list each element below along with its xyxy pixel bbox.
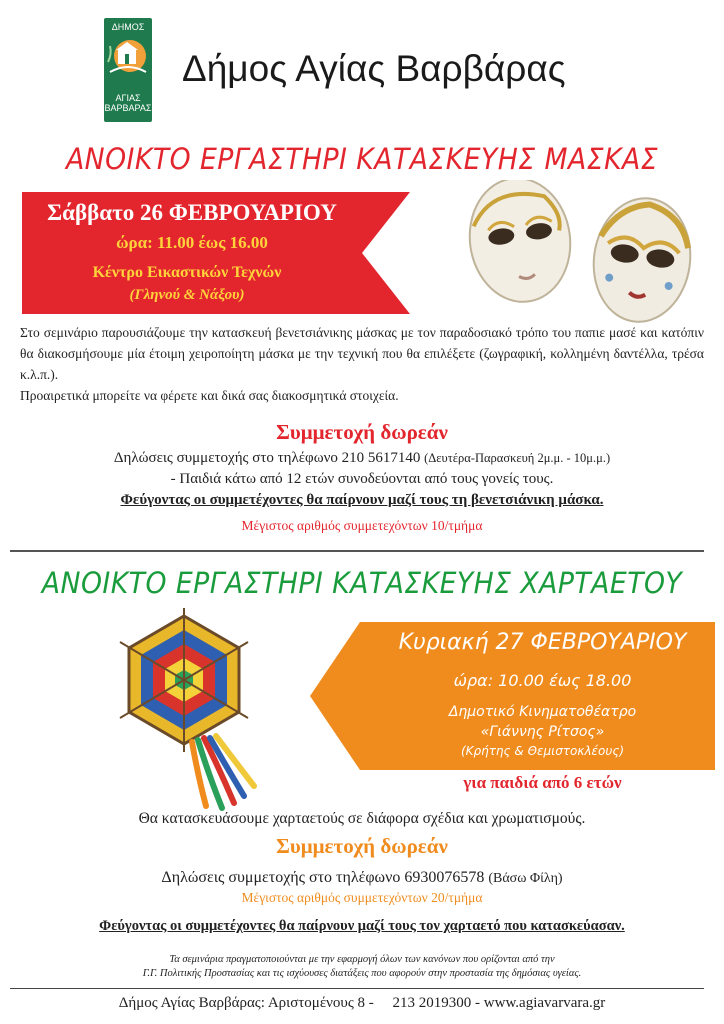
mask-free-participation: Συμμετοχή δωρεάν: [276, 420, 448, 444]
mask-children-note: - Παιδιά κάτω από 12 ετών συνοδεύονται από τους γονείς τους.: [170, 471, 554, 487]
kite-ages: για παιδιά από 6 ετών: [463, 773, 622, 792]
mask-take-home: Φεύγοντας οι συμμετέχοντες θα παίρνουν μαζί τους τη βενετσιάνικη μάσκα.: [120, 492, 604, 508]
mask-registration-phone: Δηλώσεις συμμετοχής στο τηλέφωνο 210 5617140: [113, 450, 421, 466]
kite-date: Κυριακή 27 ΦΕΒΡΟΥΑΡΙΟΥ: [398, 630, 687, 655]
municipality-logo: [104, 18, 152, 122]
kite-venue-address: (Κρήτης & Θεμιστοκλέους): [460, 744, 625, 758]
kite-free-participation: Συμμετοχή δωρεάν: [276, 834, 448, 858]
logo-text-top: ΔΗΜΟΣ: [111, 22, 145, 32]
mask-time: ώρα: 11.00 έως 16.00: [116, 233, 268, 252]
footer-divider: [10, 988, 704, 989]
kite-time: ώρα: 10.00 έως 18.00: [453, 671, 632, 690]
mask-venue: Κέντρο Εικαστικών Τεχνών: [92, 264, 282, 281]
logo-emblem-icon: [104, 32, 152, 88]
mask-registration-hours: (Δευτέρα-Παρασκευή 2μ.μ. - 10μ.μ.): [424, 451, 611, 465]
kite-take-home: Φεύγοντας οι συμμετέχοντες θα παίρνουν μαζί τους τον χαρταετό που κατασκεύασαν.: [99, 918, 625, 934]
logo-text-bottom-1: ΑΓΙΑΣ: [115, 93, 141, 103]
mask-date: Σάββατο 26 ΦΕΒΡΟΥΑΡΙΟΥ: [47, 200, 337, 225]
org-title: Δήμος Αγίας Βαρβάρας: [182, 48, 566, 89]
health-notice-line-1: Τα σεμινάρια πραγματοποιούνται με την εφαρμογή όλων των κανόνων που ορίζονται από την: [169, 954, 555, 965]
kite-workshop-title: ΑΝΟΙΚΤΟ ΕΡΓΑΣΤΗΡΙ ΚΑΤΑΣΚΕΥΗΣ ΧΑΡΤΑΕΤΟΥ: [41, 566, 683, 600]
mask-description-optional: Προαιρετικά μπορείτε να φέρετε και δικά σας διακοσμητικά στοιχεία.: [20, 388, 399, 403]
mask-registration: [0, 450, 724, 467]
kite-description: Θα κατασκευάσουμε χαρταετούς σε διάφορα σχέδια και χρωματισμούς.: [138, 810, 586, 827]
footer-contact: Δήμος Αγίας Βαρβάρας: Αριστομένους 8 - 213 2019300 - www.agiavarvara.gr: [118, 995, 606, 1011]
logo-text-bottom-2: ΒΑΡΒΑΡΑΣ: [104, 103, 152, 113]
venetian-masks-image: [462, 180, 702, 326]
kite-venue-name: «Γιάννης Ρίτσος»: [480, 724, 605, 740]
mask-venue-address: (Γληνού & Νάξου): [129, 287, 245, 303]
kite-max-participants: Μέγιστος αριθμός συμμετεχόντων 20/τμήμα: [241, 890, 483, 905]
kite-registration-phone: Δηλώσεις συμμετοχής στο τηλέφωνο 6930076578: [161, 869, 485, 886]
mask-workshop-title: ΑΝΟΙΚΤΟ ΕΡΓΑΣΤΗΡΙ ΚΑΤΑΣΚΕΥΗΣ ΜΑΣΚΑΣ: [65, 142, 659, 176]
mask-description: Στο σεμινάριο παρουσιάζουμε την κατασκευή βενετσιάνικης μάσκας με τον παραδοσιακό τρόπο του παπιε μασέ και κατόπιν θα διακοσμήσουμε μία έτοιμη χειροποίητη μάσκα με την τεχνική που θα επιλέξετε (ζωγραφική, κολλημένη δαντέλλα, τρέσα κ.λ.π.).: [20, 325, 704, 382]
health-notice-line-2: Γ.Γ. Πολιτικής Προστασίας και τις ισχύουσες διατάξεις που αφορούν στην προστασία της δημόσιας υγείας.: [142, 968, 582, 979]
kite-registration: [0, 869, 724, 887]
section-divider: [10, 550, 704, 552]
mask-max-participants: Μέγιστος αριθμός συμμετεχόντων 10/τμήμα: [241, 518, 483, 533]
kite-registration-contact: (Βάσω Φίλη): [488, 871, 563, 886]
kite-venue: Δημοτικό Κινηματοθέατρο: [448, 704, 637, 720]
kite-image: [84, 608, 284, 818]
